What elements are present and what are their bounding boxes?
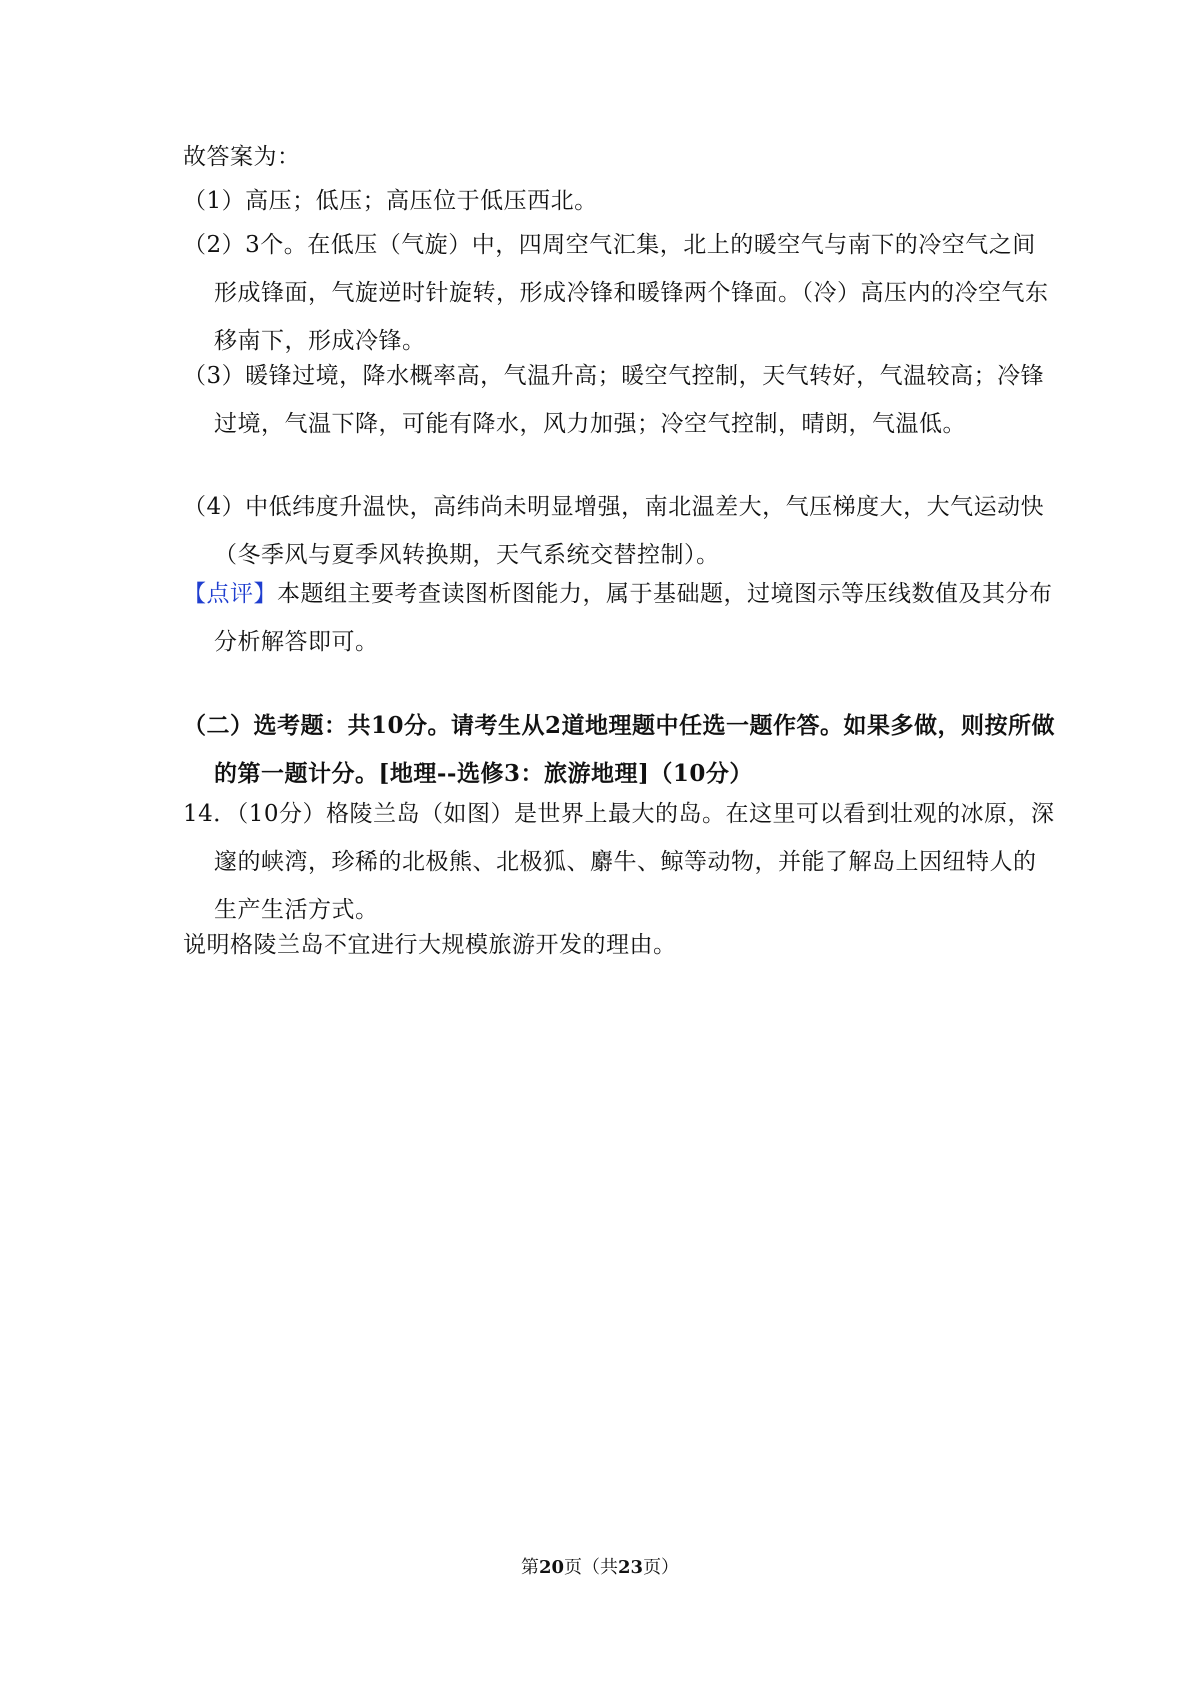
footer-total-pages: 23 (618, 1557, 644, 1578)
answer-item-1: （1）高压；低压；高压位于低压西北。 (183, 188, 598, 214)
question-14 (183, 790, 1056, 934)
page-footer (0, 1553, 1200, 1583)
comment-text: 本题组主要考查读图析图能力，属于基础题，过境图示等压线数值及其分布分析解答即可。 (214, 581, 1053, 655)
footer-prefix: 第 (520, 1557, 539, 1578)
answer-item-3: （3）暖锋过境，降水概率高，气温升高；暖空气控制，天气转好，气温较高；冷锋过境，气温下降，可能有降水，风力加强；冷空气控制，晴朗，气温低。 (183, 363, 1045, 437)
footer-suffix: 页） (643, 1557, 680, 1578)
footer-current-page: 20 (538, 1557, 564, 1578)
answer-item-4: （4）中低纬度升温快，高纬尚未明显增强，南北温差大，气压梯度大，大气运动快（冬季风与夏季风转换期，天气系统交替控制）。 (183, 494, 1045, 568)
comment-paragraph (183, 570, 1056, 666)
answer-intro: 故答案为： (183, 144, 301, 170)
question-number: 14． (183, 801, 237, 827)
footer-middle: 页（共 (564, 1557, 618, 1578)
comment-tag: 【点评】 (183, 581, 277, 607)
answer-item-2: （2）3个。在低压（气旋）中，四周空气汇集，北上的暖空气与南下的冷空气之间形成锋面，气旋逆时针旋转，形成冷锋和暖锋两个锋面。（冷）高压内的冷空气东移南下，形成冷锋。 (183, 232, 1049, 354)
question-text: （10分）格陵兰岛（如图）是世界上最大的岛。在这里可以看到壮观的冰原，深邃的峡湾，珍稀的北极熊、北极狐、麝牛、鲸等动物，并能了解岛上因纽特人的生产生活方式。 (214, 801, 1055, 923)
section-heading: （二）选考题：共10分。请考生从2道地理题中任选一题作答。如果多做，则按所做的第一题计分。[地理--选修3：旅游地理]（10分） (183, 712, 1056, 787)
question-prompt: 说明格陵兰岛不宜进行大规模旅游开发的理由。 (183, 932, 677, 958)
